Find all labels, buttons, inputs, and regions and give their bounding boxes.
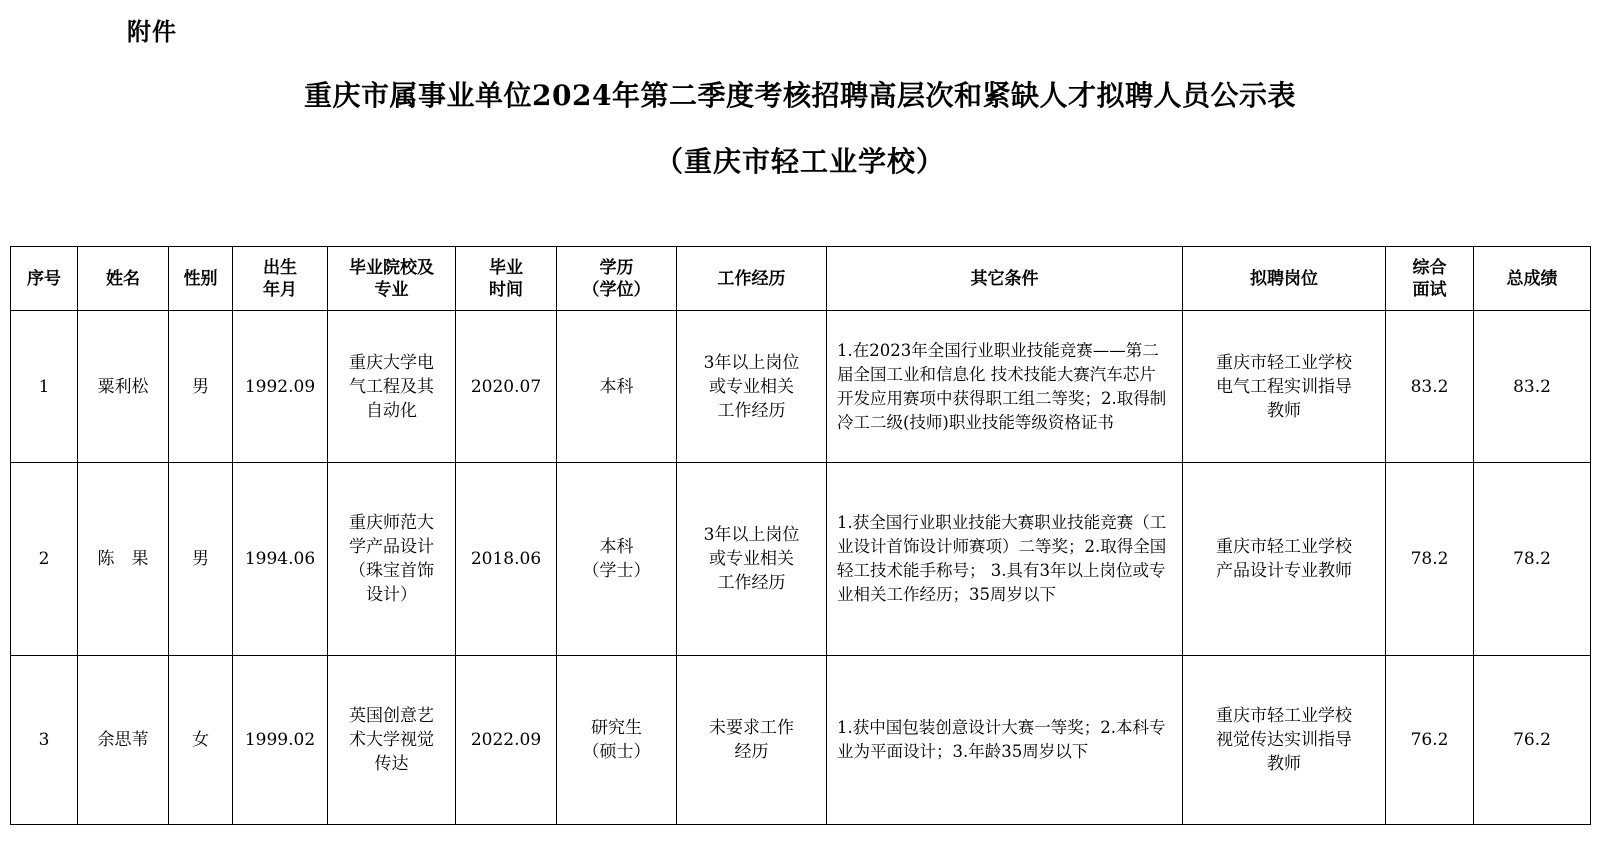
cell-school-major: 重庆大学电 气工程及其 自动化 <box>328 311 456 463</box>
cell-other-conditions: 1.获中国包装创意设计大赛一等奖；2.本科专业为平面设计；3.年龄35周岁以下 <box>827 656 1183 825</box>
document-title: 重庆市属事业单位2024年第二季度考核招聘高层次和紧缺人才拟聘人员公示表 <box>304 79 1296 112</box>
table-row <box>11 311 1591 463</box>
cell-gender: 男 <box>169 311 233 463</box>
cell-gender: 女 <box>169 656 233 825</box>
cell-total-score: 83.2 <box>1474 311 1591 463</box>
table-header-row <box>11 247 1591 311</box>
cell-other-conditions: 1.在2023年全国行业职业技能竞赛——第二届全国工业和信息化 技术技能大赛汽车芯片开发应用赛项中获得职工组二等奖；2.取得制冷工二级(技师)职业技能等级资格证书 <box>827 311 1183 463</box>
cell-work-experience: 3年以上岗位 或专业相关 工作经历 <box>677 311 827 463</box>
cell-gender: 男 <box>169 463 233 656</box>
header-gender: 性别 <box>169 247 233 311</box>
cell-position: 重庆市轻工业学校 产品设计专业教师 <box>1183 463 1386 656</box>
document-subtitle: （重庆市轻工业学校） <box>654 145 945 178</box>
cell-other-conditions: 1.获全国行业职业技能大赛职业技能竞赛（工业设计首饰设计师赛项）二等奖；2.取得全国轻工技术能手称号； 3.具有3年以上岗位或专业相关工作经历；35周岁以下 <box>827 463 1183 656</box>
cell-index: 2 <box>11 463 78 656</box>
cell-position: 重庆市轻工业学校 电气工程实训指导 教师 <box>1183 311 1386 463</box>
cell-total-score: 76.2 <box>1474 656 1591 825</box>
cell-work-experience: 3年以上岗位 或专业相关 工作经历 <box>677 463 827 656</box>
cell-interview-score: 83.2 <box>1386 311 1474 463</box>
cell-total-score: 78.2 <box>1474 463 1591 656</box>
attachment-label: 附件 <box>127 18 177 46</box>
cell-position: 重庆市轻工业学校 视觉传达实训指导 教师 <box>1183 656 1386 825</box>
cell-birth: 1994.06 <box>233 463 328 656</box>
header-degree: 学历 （学位） <box>557 247 677 311</box>
cell-degree: 本科 （学士） <box>557 463 677 656</box>
header-name: 姓名 <box>78 247 169 311</box>
header-other-conditions: 其它条件 <box>827 247 1183 311</box>
cell-name: 陈 果 <box>78 463 169 656</box>
cell-birth: 1999.02 <box>233 656 328 825</box>
cell-school-major: 重庆师范大 学产品设计 （珠宝首饰 设计） <box>328 463 456 656</box>
cell-index: 3 <box>11 656 78 825</box>
cell-degree: 本科 <box>557 311 677 463</box>
cell-graduation-time: 2018.06 <box>456 463 557 656</box>
cell-index: 1 <box>11 311 78 463</box>
header-birth: 出生 年月 <box>233 247 328 311</box>
cell-name: 粟利松 <box>78 311 169 463</box>
candidate-table <box>10 246 1591 825</box>
header-total-score: 总成绩 <box>1474 247 1591 311</box>
header-interview-score: 综合 面试 <box>1386 247 1474 311</box>
header-work-experience: 工作经历 <box>677 247 827 311</box>
cell-school-major: 英国创意艺 术大学视觉 传达 <box>328 656 456 825</box>
cell-graduation-time: 2022.09 <box>456 656 557 825</box>
cell-graduation-time: 2020.07 <box>456 311 557 463</box>
header-index: 序号 <box>11 247 78 311</box>
header-position: 拟聘岗位 <box>1183 247 1386 311</box>
cell-work-experience: 未要求工作 经历 <box>677 656 827 825</box>
cell-degree: 研究生 （硕士） <box>557 656 677 825</box>
table-row <box>11 463 1591 656</box>
table-row <box>11 656 1591 825</box>
cell-birth: 1992.09 <box>233 311 328 463</box>
header-school-major: 毕业院校及 专业 <box>328 247 456 311</box>
cell-interview-score: 78.2 <box>1386 463 1474 656</box>
header-graduation-time: 毕业 时间 <box>456 247 557 311</box>
cell-interview-score: 76.2 <box>1386 656 1474 825</box>
cell-name: 余思苇 <box>78 656 169 825</box>
